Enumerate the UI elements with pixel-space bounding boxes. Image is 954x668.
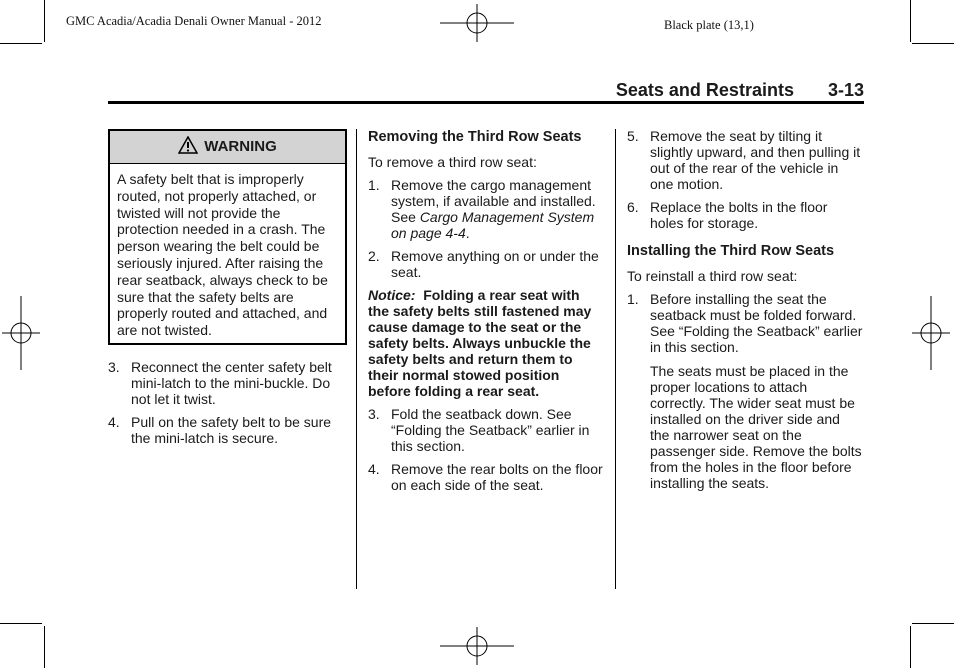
column-divider: [615, 129, 616, 589]
warning-box: [108, 129, 347, 345]
column-divider: [356, 129, 357, 589]
step-number: 4.: [368, 461, 380, 477]
step-text: Before installing the seat the seatback must be folded forward. See “Folding the Seatback” earlier in this section.: [650, 291, 863, 355]
installing-intro: To reinstall a third row seat:: [627, 268, 798, 284]
step-text: Fold the seatback down. See “Folding the Seatback” earlier in this section.: [391, 406, 590, 454]
running-header: [108, 80, 864, 102]
warning-triangle-icon: [178, 136, 198, 154]
step-number: 6.: [627, 199, 639, 215]
registration-mark-bottom: [440, 627, 514, 665]
step-number: 1.: [627, 291, 639, 307]
crop-mark: [44, 0, 45, 42]
list-item: [368, 177, 604, 241]
cross-reference-link[interactable]: Cargo Management System on page 4-4: [391, 209, 595, 241]
step-number: 3.: [368, 406, 380, 422]
notice-text: Folding a rear seat with the safety belts still fastened may cause damage to the seat or the safety belts. Always unbuckle the safety belts and return them to their normal stowed position before folding a rear seat.: [368, 287, 592, 399]
list-item: [627, 128, 863, 192]
list-item: [627, 199, 863, 231]
slug-right: Black plate (13,1): [664, 18, 754, 32]
registration-mark-left: [2, 296, 40, 370]
crop-mark: [910, 0, 911, 42]
list-item: [368, 461, 604, 493]
crop-mark: [44, 626, 45, 668]
crop-mark: [912, 623, 954, 624]
step-number: 3.: [108, 359, 120, 375]
warning-text: A safety belt that is improperly routed, not properly attached, or twisted will not provide the protection needed in a crash. The person wearing the belt could be seriously injured. After raising the rear seatback, always check to be sure that the safety belts are properly routed and attached, and are not twisted.: [117, 171, 328, 339]
column-3: [627, 128, 863, 498]
section-title: Seats and Restraints: [615, 80, 794, 100]
column-2: [368, 128, 604, 500]
step-text: Remove anything on or under the seat.: [391, 248, 599, 280]
column-1-steps: [108, 359, 344, 453]
step-text: Replace the bolts in the floor holes for storage.: [650, 199, 828, 231]
header-rule: [108, 101, 864, 104]
list-item: [368, 406, 604, 454]
step-text: Remove the rear bolts on the floor on each side of the seat.: [391, 461, 603, 493]
warning-header: [110, 131, 345, 164]
page-title: [616, 80, 864, 101]
step-number: 1.: [368, 177, 380, 193]
registration-mark-top: [440, 4, 514, 42]
crop-mark: [912, 43, 954, 44]
slug-left: GMC Acadia/Acadia Denali Owner Manual - 2012: [66, 14, 322, 28]
step-number: 2.: [368, 248, 380, 264]
installing-note: The seats must be placed in the proper locations to attach correctly. The wider seat must be installed on the driver side and the narrower seat on the passenger side. Remove the bolts from the holes in the floor before installing the seats.: [650, 363, 862, 491]
step-number: 5.: [627, 128, 639, 144]
step-text: Pull on the safety belt to be sure the mini-latch is secure.: [131, 414, 332, 446]
list-item: [627, 291, 863, 355]
crop-mark: [0, 43, 42, 44]
step-text-end: .: [465, 225, 470, 241]
list-item: [368, 248, 604, 280]
section-heading-removing: Removing the Third Row Seats: [368, 129, 582, 145]
crop-mark: [910, 626, 911, 668]
list-item: [108, 414, 344, 446]
list-item: [108, 359, 344, 407]
notice-paragraph: [368, 287, 604, 399]
step-text: Remove the cargo management system, if available and installed. See: [391, 177, 596, 225]
step-text: Reconnect the center safety belt mini-latch to the mini-buckle. Do not let it twist.: [131, 359, 332, 407]
removing-intro: To remove a third row seat:: [368, 154, 537, 170]
registration-mark-right: [912, 296, 950, 370]
section-heading-installing: Installing the Third Row Seats: [627, 243, 835, 259]
step-number: 4.: [108, 414, 120, 430]
warning-label: WARNING: [204, 138, 277, 155]
crop-mark: [0, 623, 42, 624]
notice-label: Notice:: [368, 287, 416, 303]
step-text: Remove the seat by tilting it slightly upward, and then pulling it out of the rear of the vehicle in one motion.: [650, 128, 861, 192]
page-number: 3-13: [827, 80, 864, 100]
